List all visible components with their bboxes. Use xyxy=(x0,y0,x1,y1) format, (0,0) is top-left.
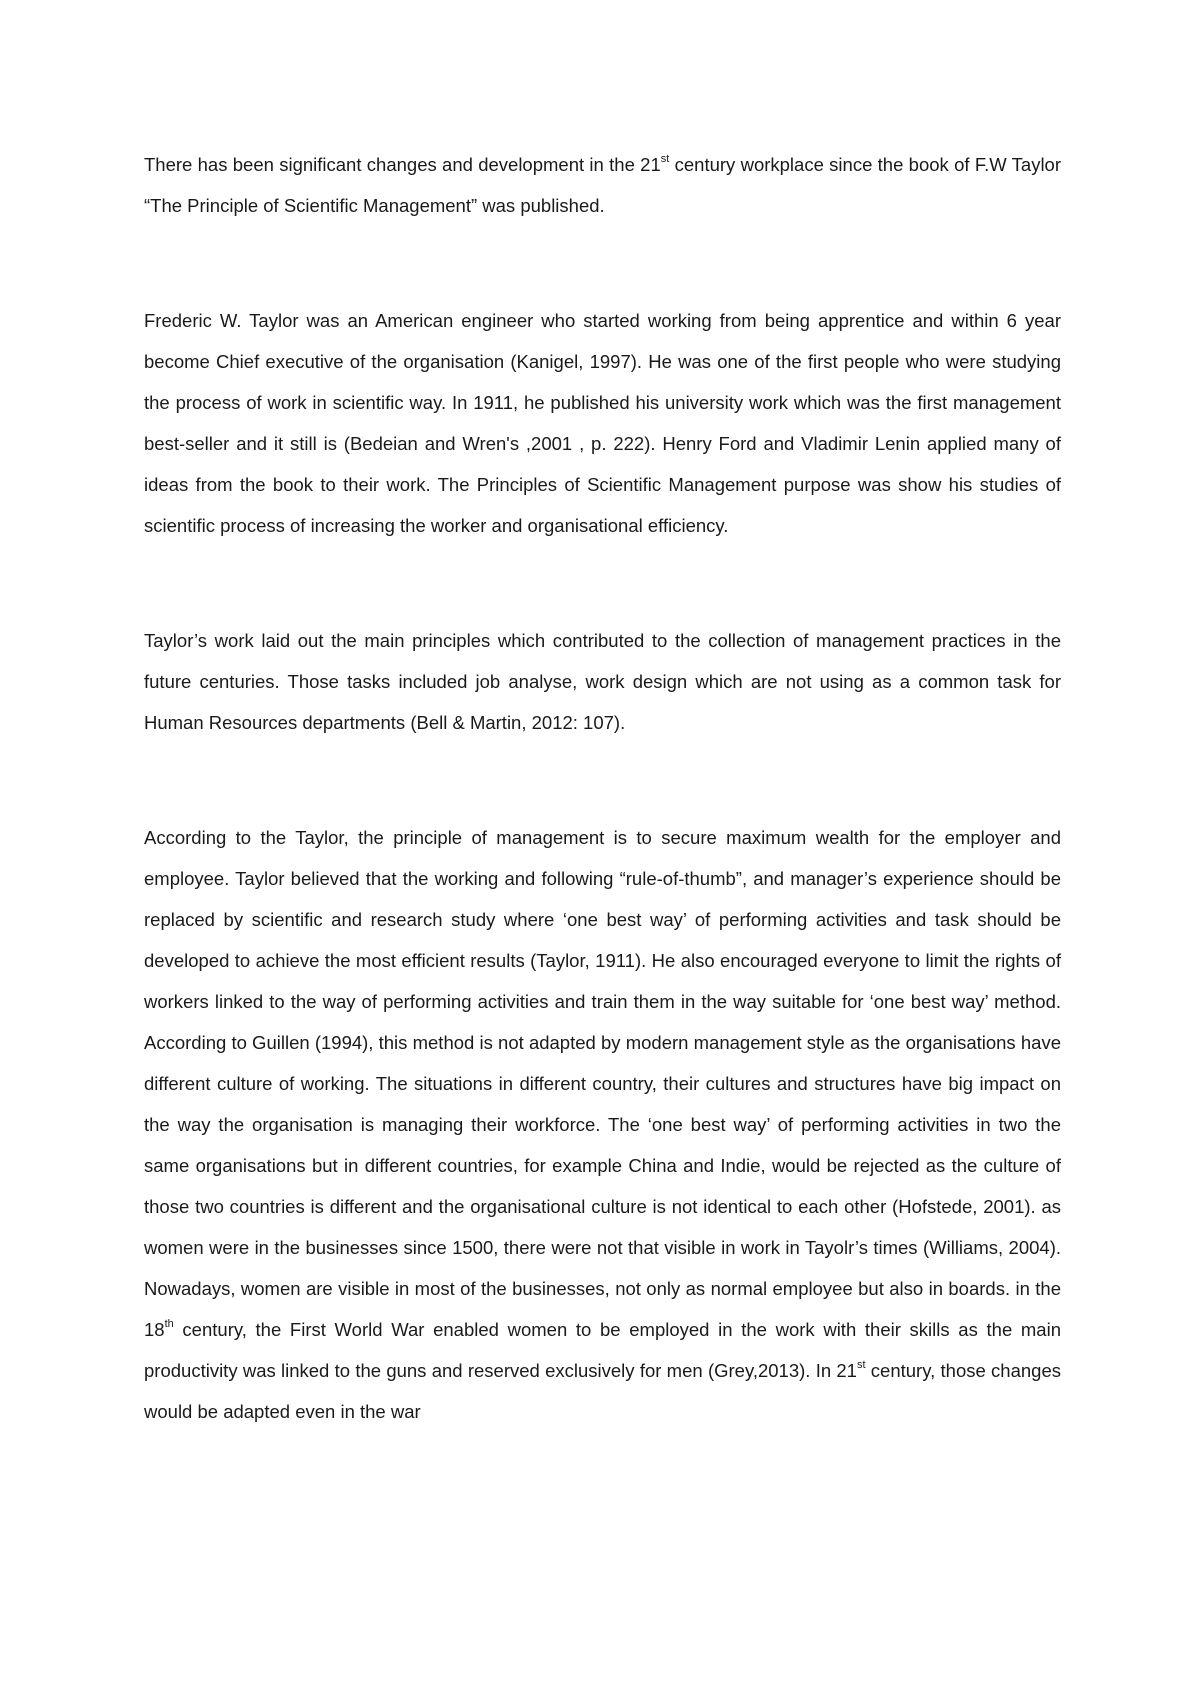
ordinal-suffix: st xyxy=(856,1358,866,1371)
paragraph-management xyxy=(144,817,1061,1432)
ordinal-suffix: st xyxy=(660,152,670,165)
paragraph-text: century, the First World War enabled women to be employed in the work with their skills as the main productivity was linked to the guns and reserved exclusively for men (Grey,2013). In 21 xyxy=(144,1319,1061,1381)
paragraph-principles: Taylor’s work laid out the main principles which contributed to the collection of management practices in the future centuries. Those tasks included job analyse, work design which are not using as a common task for Human Resources departments (Bell & Martin, 2012: 107). xyxy=(144,630,1061,733)
paragraph-text: There has been significant changes and development in the 21 xyxy=(144,154,661,175)
document-page xyxy=(144,144,1061,1432)
paragraph-text: century workplace since the book of F.W Taylor “The Principle of Scientific Management” was published. xyxy=(144,154,1062,216)
ordinal-suffix: th xyxy=(164,1317,174,1330)
paragraph-text: century, those changes would be adapted even in the war xyxy=(144,1360,1061,1422)
paragraph-intro xyxy=(144,144,1061,226)
paragraph-taylor-bio: Frederic W. Taylor was an American engineer who started working from being apprentice and within 6 year become Chief executive of the organisation (Kanigel, 1997). He was one of the first people who were studying the process of work in scientific way. In 1911, he published his university work which was the first management best-seller and it still is (Bedeian and Wren's ,2001 , p. 222). Henry Ford and Vladimir Lenin applied many of ideas from the book to their work. The Principles of Scientific Management purpose was show his studies of scientific process of increasing the worker and organisational efficiency. xyxy=(144,310,1061,536)
paragraph-text: According to the Taylor, the principle of management is to secure maximum wealth for the employer and employee. Taylor believed that the working and following “rule-of-thumb”, and manager’s experience should be replaced by scientific and research study where ‘one best way’ of performing activities and task should be developed to achieve the most efficient results (Taylor, 1911). He also encouraged everyone to limit the rights of workers linked to the way of performing activities and train them in the way suitable for ‘one best way’ method. According to Guillen (1994), this method is not adapted by modern management style as the organisations have different culture of working. The situations in different country, their cultures and structures have big impact on the way the organisation is managing their workforce. The ‘one best way’ of performing activities in two the same organisations but in different countries, for example China and Indie, would be rejected as the culture of those two countries is different and the organisational culture is not identical to each other (Hofstede, 2001). as women were in the businesses since 1500, there were not that visible in work in Tayolr’s times (Williams, 2004). Nowadays, women are visible in most of the businesses, not only as normal employee but also in boards. in the 18 xyxy=(144,827,1061,1340)
